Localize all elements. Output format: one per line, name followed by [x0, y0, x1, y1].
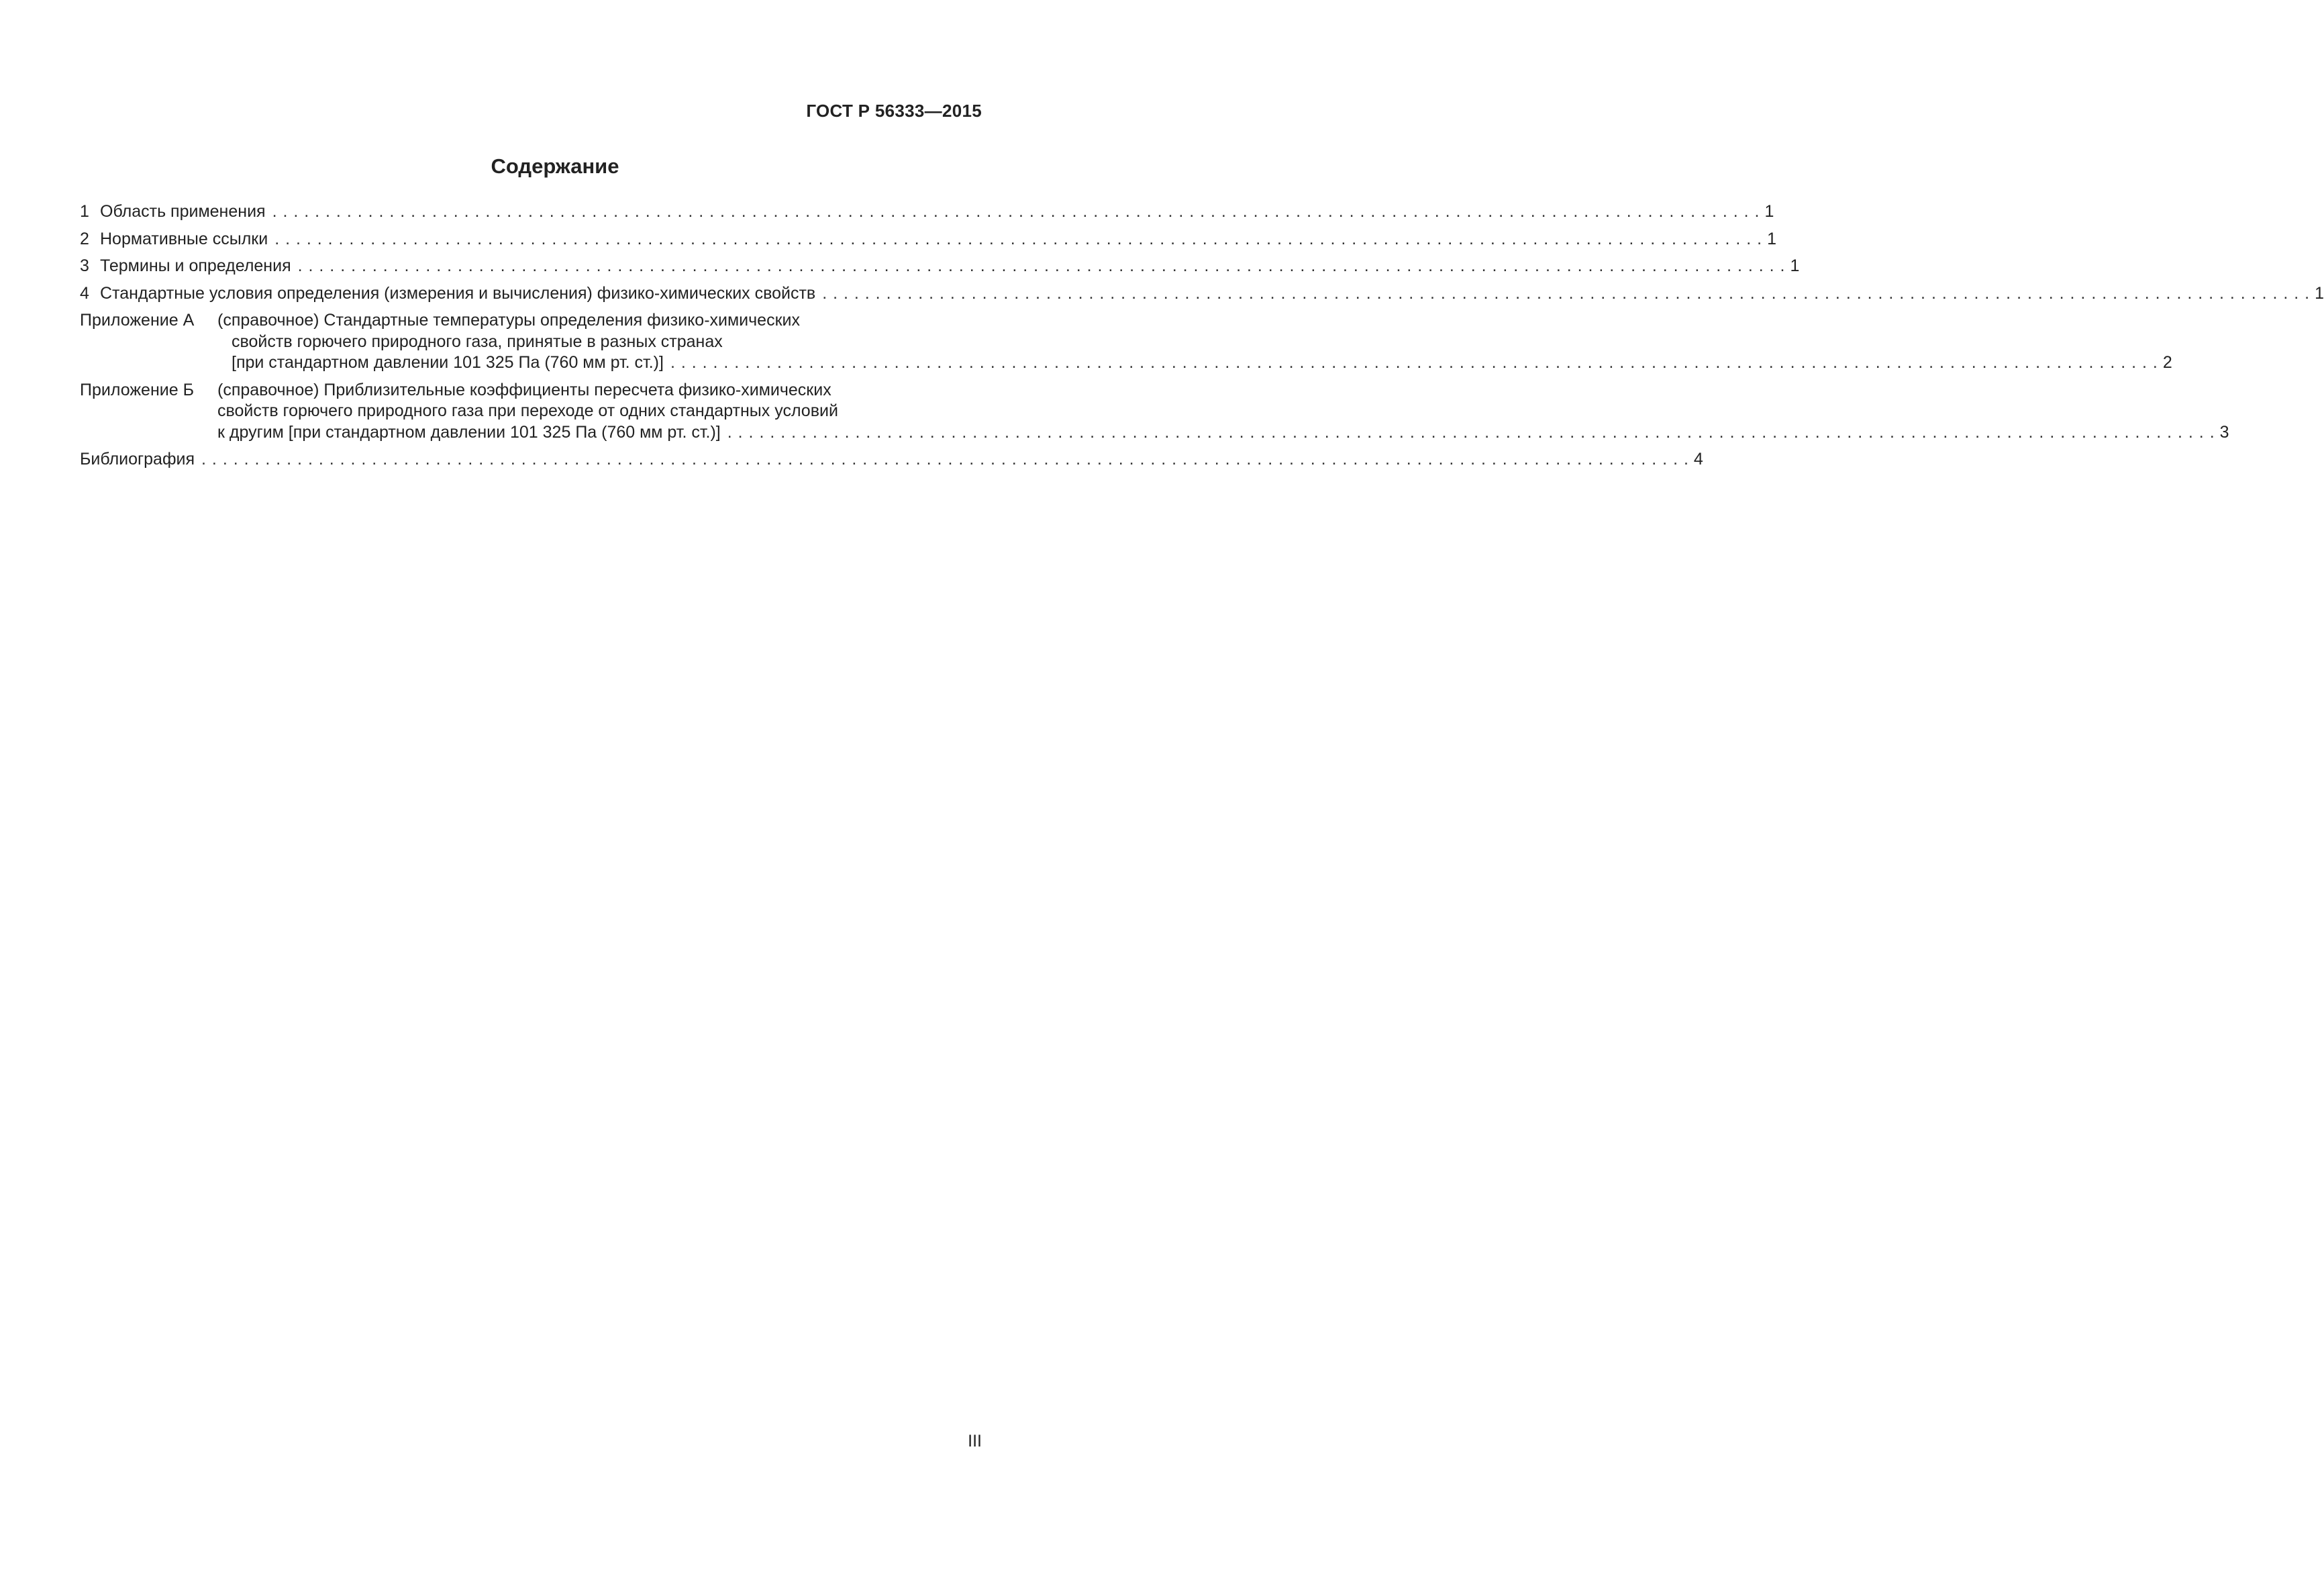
- dot-leader: [298, 256, 1785, 277]
- appendix-title-line: к другим [при стандартном давлении 101 325 Па (760 мм рт. ст.)]: [217, 422, 721, 442]
- section-number: 2: [80, 229, 89, 248]
- appendix-title-line: свойств горючего природного газа при переходе от одних стандартных условий: [217, 401, 838, 420]
- document-code: ГОСТ Р 56333—2015: [806, 101, 982, 121]
- dot-leader: [670, 352, 2158, 374]
- bibliography-title: Библиография: [80, 450, 195, 469]
- appendix-title-line: свойств горючего природного газа, принятые в разных странах: [232, 332, 723, 351]
- toc-entry-section-2[interactable]: [80, 229, 1776, 250]
- appendix-label: Приложение Б: [80, 380, 194, 399]
- appendix-title-line: [при стандартном давлении 101 325 Па (760 мм рт. ст.)]: [232, 353, 664, 372]
- appendix-label: Приложение А: [80, 311, 195, 330]
- toc-entry-section-3[interactable]: [80, 256, 1800, 277]
- page-number: 1: [1767, 229, 1776, 248]
- appendix-title-line: (справочное) Стандартные температуры определения физико-химических: [217, 311, 800, 330]
- dot-leader: [727, 422, 2215, 444]
- section-title: Область применения: [100, 202, 266, 221]
- footer-page-number: III: [968, 1432, 982, 1451]
- section-number: 4: [80, 283, 89, 303]
- toc-entry-section-4[interactable]: [80, 283, 2324, 305]
- dot-leader: [272, 201, 1760, 223]
- dot-leader: [201, 449, 1688, 471]
- toc-entry-appendix-b[interactable]: [80, 380, 2229, 444]
- table-of-contents: [80, 201, 2324, 477]
- toc-entry-section-1[interactable]: [80, 201, 1774, 223]
- page-number: 1: [2315, 283, 2324, 303]
- toc-entry-appendix-a[interactable]: [80, 310, 2172, 374]
- page-number: 2: [2162, 353, 2172, 372]
- section-number: 3: [80, 256, 89, 275]
- appendix-title-line: (справочное) Приблизительные коэффициенты пересчета физико-химических: [217, 380, 831, 399]
- page-number: 1: [1790, 256, 1800, 275]
- toc-entry-bibliography[interactable]: [80, 449, 1703, 471]
- page-number: 1: [1764, 202, 1774, 221]
- section-number: 1: [80, 202, 89, 221]
- toc-title: Содержание: [491, 154, 619, 178]
- page-number: 3: [2219, 422, 2229, 442]
- section-title: Стандартные условия определения (измерения и вычисления) физико-химических свойств: [100, 283, 816, 303]
- section-title: Термины и определения: [100, 256, 291, 275]
- dot-leader: [822, 283, 2309, 305]
- section-title: Нормативные ссылки: [100, 229, 268, 248]
- page-number: 4: [1693, 450, 1703, 469]
- dot-leader: [274, 229, 1762, 250]
